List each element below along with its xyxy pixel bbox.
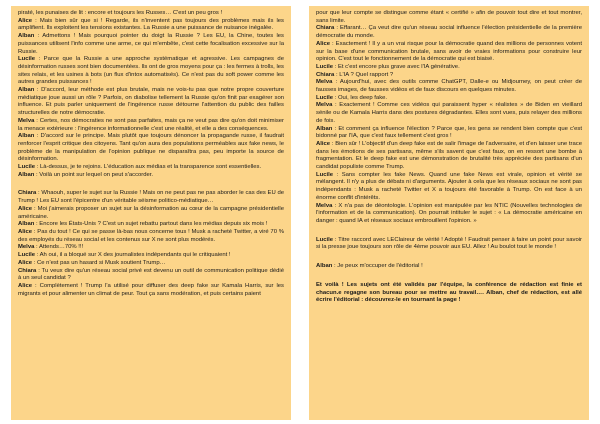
speaker-name: Lucile	[316, 236, 334, 243]
speaker-name: Chiara	[316, 71, 335, 78]
dialogue-line: Melva : Exactement ! Comme ces vidéos qui paraissent hyper « réalistes » de Biden en vieillard sénile ou de Kamala Harris dans des postures dégradantes. Elles sont vues, puis relayer des millions de fois.	[316, 102, 582, 124]
spacer	[18, 179, 284, 190]
dialogue-line: Alban : Je peux m'occuper de l'éditorial !	[316, 263, 423, 270]
dialogue-line: Alice : Pas du tout ! Ce qui se passe là-bas nous concerne tous ! Musk a racheté Twitter, a viré 70 % des employés du réseau social et les contenus sur X ne sont plus modérés.	[18, 228, 284, 243]
line-text: Exactement ! Comme ces vidéos qui paraissent hyper « réalistes » de Biden en vieillard sénile ou de Kamala Harris dans des postures dégradantes. Elles sont vues, puis relayer des millions de fois.	[316, 102, 582, 124]
dialogue-line	[316, 10, 582, 25]
dialogue-line: Melva : Attends…70% !!!	[18, 244, 84, 251]
line-text: Titre raccord avec LEClaireur de vérité ! Adopté ! Faudrait penser à faire un point pour savoir si la presse joue toujours son rôle de 4ème pouvoir aux EU. Allez ! Au boulot tout le monde !	[316, 236, 582, 251]
speaker-name: Alice	[316, 40, 331, 47]
dialogue-line: Alice : Mais bien sûr que si ! Regarde, ils n'inventent pas toujours des problèmes mais ils les amplifient. Ils exploitent les tensions existantes. La Russie a une puissance de nuisance inégalée.	[18, 17, 284, 32]
speaker-name: Alice	[18, 228, 33, 235]
dialogue-line: Alban : Admettons ! Mais pourquoi pointer du doigt la Russie ? Les EU, la Chine, toutes les puissances utilisent l'info comme une arme, ce qui m'embête, c'est cette focalisation excessive sur la Russie.	[18, 33, 284, 55]
line-text: Encore les États-Unis ? C'est un sujet rebattu partout dans les médias depuis six mois !	[39, 221, 268, 228]
speaker-name: Melva	[18, 244, 35, 251]
right-dialogue-block-3	[316, 263, 582, 271]
dialogue-line: Chiara : L'IA ? Quel rapport ?	[316, 71, 394, 78]
line-text: Complètement ! Trump l'a utilisé pour diffuser des deep fake sur Kamala Harris, sur les migrants et pour alimenter un climat de peur. Tout ça sans modération, et puis certains paient	[18, 282, 284, 297]
speaker-name: Alban	[18, 133, 35, 140]
dialogue-line: Chiara : Tu veux dire qu'un réseau social privé est devenu un outil de communication politique dédié à un seul candidat ?	[18, 267, 284, 282]
line-text: Voilà un point sur lequel on peut s'accorder.	[39, 171, 154, 178]
line-text: Ah oui, il a bloqué sur X des journalistes indépendants qui le critiquaient !	[39, 252, 231, 259]
dialogue-line: Alban : D'accord sur le principe. Mais plutôt que toujours dénoncer la propagande russe, il faudrait renforcer l'esprit critique des citoyens. Tant qu'on aura des populations perméables aux fake news, le problème de la manipulation de l'opinion publique ne disparaîtra pas, peu importe la source de désinformation.	[18, 133, 284, 163]
speaker-name: Lucile	[18, 164, 36, 171]
left-dialogue-block-1	[18, 10, 284, 179]
speaker-name: Lucile	[316, 94, 334, 101]
dialogue-line: Alice : Moi j'aimerais proposer un sujet sur la désinformation au cœur de la campagne présidentielle américaine.	[18, 205, 284, 220]
line-text: Parce que la Russie a une approche systématique et agressive. Les campagnes de désinformation russes sont bien documentées. Ils ont de gros moyens pour ça : les fermes à trolls, les sites relais, et les usines à bots (un flux d'intox automatisés). Ce n'est pas du soft power comme les autres grandes puissances !	[18, 56, 284, 86]
spacer	[316, 226, 582, 237]
line-text: Et comment ça influence l'élection ? Parce que, les gens se rendent bien compte que c'est bidonné par l'IA, que c'est faux tellement c'est gros !	[316, 125, 582, 140]
left-page	[11, 6, 291, 420]
dialogue-line: Lucile : Oui, les deep fake.	[316, 94, 388, 101]
dialogue-line: Alban : Et comment ça influence l'élection ? Parce que, les gens se rendent bien compte que c'est bidonné par l'IA, que c'est faux tellement c'est gros !	[316, 125, 582, 140]
speaker-name: Alban	[316, 125, 333, 132]
dialogue-line: Alice : Exactement ! Il y a un vrai risque pour la démocratie quand des millions de personnes votent sur la base d'une communication brutale, sans avoir de vraies informations pour construire leur opinion. C'est tout le fonctionnement de la démocratie qui est biaisé.	[316, 40, 582, 63]
line-text: piraté, les punaises de lit : encore et toujours les Russes… C'est un peu gros !	[18, 10, 223, 16]
spacer	[316, 271, 582, 282]
right-page	[309, 6, 589, 420]
line-text: Bien sûr ! L'objectif d'un deep fake est de salir l'image de l'adversaire, et d'en laisser une trace dans les émotions de ses partisans, même s'ils savent que c'est faux, on en ressort une bombe à fragmentation. Et le deep fake est une démonstration de brutalité très appréciée des partisans d'un candidat populiste comme Trump.	[316, 140, 582, 171]
line-text: Mais bien sûr que si ! Regarde, ils n'inventent pas toujours des problèmes mais ils les amplifient. Ils exploitent les tensions existantes. La Russie a une puissance de nuisance inégalée.	[18, 17, 284, 32]
dialogue-line: Alice : Complètement ! Trump l'a utilisé pour diffuser des deep fake sur Kamala Harris, sur les migrants et pour alimenter un climat de peur. Tout ça sans modération, et puis certains paient	[18, 282, 284, 297]
speaker-name: Melva	[316, 102, 333, 109]
speaker-name: Melva	[18, 117, 35, 124]
line-text: Whaouh, super le sujet sur la Russie ! Mais on ne peut pas ne pas aborder le cas des EU de Trump ! Les EU sont l'épicentre d'un véritable séisme politico-médiatique…	[18, 190, 284, 205]
dialogue-line: Lucile : Sans compter les fake News. Quand une fake News est virale, opinion et vérité se mélangent. Il n'y a plus de débats ni d'arguments. Ajouter à cela que les réseaux sociaux ne sont pas indépendants : Musk a racheté Twitter et X a toujours été favorable à Trump. On est face à un énorme conflit d'intérêts.	[316, 171, 582, 201]
left-dialogue-block-2	[18, 190, 284, 298]
dialogue-line: Lucile : Là-dessus, je te rejoins. L'éducation aux médias et la transparence sont essentielles.	[18, 164, 262, 171]
line-text: Ce n'est pas un hasard si Musk soutient Trump…	[37, 259, 166, 266]
line-text: Je peux m'occuper de l'éditorial !	[337, 263, 423, 270]
line-text: X n'a pas de déontologie. L'opinion est manipulée par les NTIC (Nouvelles technologies de l'information et de la communication). On pourrait intituler le sujet : « La démocratie américaine en danger : quand IA et réseaux sociaux embrouillent l'opinion. »	[316, 202, 582, 224]
speaker-name: Alban	[18, 221, 35, 228]
speaker-name: Alban	[316, 263, 333, 270]
line-text: Oui, les deep fake.	[337, 94, 388, 101]
speaker-name: Alice	[18, 259, 33, 266]
speaker-name: Lucile	[18, 56, 36, 63]
dialogue-line: Lucile : Et c'est encore plus grave avec l'IA générative.	[316, 63, 460, 70]
speaker-name: Melva	[316, 202, 333, 209]
dialogue-line: Alice : Bien sûr ! L'objectif d'un deep fake est de salir l'image de l'adversaire, et d'en laisser une trace dans les émotions de ses partisans, même s'ils savent que c'est faux, on en ressort une bombe à fragmentation. Et le deep fake est une démonstration de brutalité très appréciée des partisans d'un candidat populiste comme Trump.	[316, 140, 582, 171]
line-text: Attends…70% !!!	[38, 244, 84, 251]
speaker-name: Alice	[18, 205, 33, 212]
line-text: Admettons ! Mais pourquoi pointer du doigt la Russie ? Les EU, la Chine, toutes les puissances utilisent l'info comme une arme, ce qui m'embête, c'est cette focalisation excessive sur la Russie.	[18, 33, 284, 55]
dialogue-line: Chiara : Whaouh, super le sujet sur la Russie ! Mais on ne peut pas ne pas aborder le cas des EU de Trump ! Les EU sont l'épicentre d'un véritable séisme politico-médiatique…	[18, 190, 284, 205]
dialogue-line: Alban : Voilà un point sur lequel on peut s'accorder.	[18, 171, 154, 178]
dialogue-line: Melva : X n'a pas de déontologie. L'opinion est manipulée par les NTIC (Nouvelles technologies de l'information et de la communication). On pourrait intituler le sujet : « La démocratie américaine en danger : quand IA et réseaux sociaux embrouillent l'opinion. »	[316, 202, 582, 224]
line-text: Exactement ! Il y a un vrai risque pour la démocratie quand des millions de personnes votent sur la base d'une communication brutale, sans avoir de vraies informations pour construire leur opinion. C'est tout le fonctionnement de la démocratie qui est biaisé.	[316, 40, 582, 63]
line-text: Aujourd'hui, avec des outils comme ChatGPT, Dalle-e ou Midjourney, on peut créer de fausses images, de fausses vidéos et de faux discours en quelques minutes.	[316, 79, 582, 94]
dialogue-line: Lucile : Ah oui, il a bloqué sur X des journalistes indépendants qui le critiquaient !	[18, 252, 231, 259]
dialogue-line: Lucile : Parce que la Russie a une approche systématique et agressive. Les campagnes de désinformation russes sont bien documentées. Ils ont de gros moyens pour ça : les fermes à trolls, les sites relais, et les usines à bots (un flux d'intox automatisés). Ce n'est pas du soft power comme les autres grandes puissances !	[18, 56, 284, 86]
line-text: Pas du tout ! Ce qui se passe là-bas nous concerne tous ! Musk a racheté Twitter, a viré 70 % des employés du réseau social et les contenus sur X ne sont plus modérés.	[18, 228, 284, 243]
line-text: D'accord, leur méthode est plus brutale, mais ne vois-tu pas que notre propre couverture médiatique joue aussi un rôle ? Parfois, on diabolise tellement la Russie qu'on finit par exagérer son influence. Et puis parler uniquement de l'ingérence russe détourne l'attention du public des failles structurelles de notre démocratie.	[18, 87, 284, 117]
right-dialogue-block-2	[316, 237, 582, 252]
speaker-name: Chiara	[18, 190, 37, 197]
speaker-name: Alice	[18, 282, 33, 289]
line-text: Là-dessus, je te rejoins. L'éducation aux médias et la transparence sont essentielles.	[39, 164, 262, 171]
dialogue-line: Alice : Ce n'est pas un hasard si Musk soutient Trump…	[18, 259, 166, 266]
line-text: pour que leur compte se distingue comme étant « certifié » afin de pouvoir tout dire et tout montrer, sans limite.	[316, 10, 582, 24]
line-text: L'IA ? Quel rapport ?	[339, 71, 394, 78]
dialogue-line: Melva : Aujourd'hui, avec des outils comme ChatGPT, Dalle-e ou Midjourney, on peut créer de fausses images, de fausses vidéos et de faux discours en quelques minutes.	[316, 79, 582, 94]
speaker-name: Chiara	[316, 25, 335, 32]
dialogue-line	[18, 10, 284, 18]
speaker-name: Lucile	[316, 63, 334, 70]
dialogue-line: Lucile : Titre raccord avec LEClaireur de vérité ! Adopté ! Faudrait penser à faire un point pour savoir si la presse joue toujours son rôle de 4ème pouvoir aux EU. Allez ! Au boulot tout le monde !	[316, 236, 582, 251]
speaker-name: Lucile	[316, 171, 334, 178]
speaker-name: Alice	[316, 140, 331, 147]
line-text: Moi j'aimerais proposer un sujet sur la désinformation au cœur de la campagne présidentielle américaine.	[18, 205, 284, 220]
line-text: Sans compter les fake News. Quand une fake News est virale, opinion et vérité se mélangent. Il n'y a plus de débats ni d'arguments. Ajouter à cela que les réseaux sociaux ne sont pas indépendants : Musk a racheté Twitter et X a toujours été favorable à Trump. On est face à un énorme conflit d'intérêts.	[316, 171, 582, 201]
speaker-name: Alban	[18, 171, 35, 178]
line-text: Certes, nos démocraties ne sont pas parfaites, mais ça ne veut pas dire qu'on doit minimiser la menace extérieure : l'ingérence informationnelle c'est une réalité, et elle a des conséquences.	[18, 117, 284, 132]
line-text: Et c'est encore plus grave avec l'IA générative.	[337, 63, 460, 70]
line-text: Tu veux dire qu'un réseau social privé est devenu un outil de communication politique dédié à un seul candidat ?	[18, 267, 284, 282]
dialogue-line: Alban : D'accord, leur méthode est plus brutale, mais ne vois-tu pas que notre propre couverture médiatique joue aussi un rôle ? Parfois, on diabolise tellement la Russie qu'on finit par exagérer son influence. Et puis parler uniquement de l'ingérence russe détourne l'attention du public des failles structurelles de notre démocratie.	[18, 87, 284, 117]
line-text: Effarant… Ça veut dire qu'un réseau social influence l'élection présidentielle de la première démocratie du monde.	[316, 25, 582, 40]
right-dialogue-block-1	[316, 10, 582, 226]
line-text: D'accord sur le principe. Mais plutôt que toujours dénoncer la propagande russe, il faudrait renforcer l'esprit critique des citoyens. Tant qu'on aura des populations perméables aux fake news, le problème de la manipulation de l'opinion publique ne disparaîtra pas, peu importe la source de désinformation.	[18, 133, 284, 163]
speaker-name: Alban	[18, 87, 35, 94]
dialogue-line: Melva : Certes, nos démocraties ne sont pas parfaites, mais ça ne veut pas dire qu'on doit minimiser la menace extérieure : l'ingérence informationnelle c'est une réalité, et elle a des conséquences.	[18, 117, 284, 132]
speaker-name: Chiara	[18, 267, 37, 274]
final-note: Et voilà ! Les sujets ont été validés par l'équipe, la conférence de rédaction est finie et chacun.e regagne son bureau pour se mettre au travail…. Alban, chef de rédaction, est allé écrire l'éditorial : découvrez-le en tournant la page !	[316, 281, 582, 304]
dialogue-line: Chiara : Effarant… Ça veut dire qu'un réseau social influence l'élection présidentielle de la première démocratie du monde.	[316, 25, 582, 40]
speaker-name: Melva	[316, 79, 333, 86]
speaker-name: Alban	[18, 33, 35, 40]
spacer	[316, 252, 582, 263]
dialogue-line: Alban : Encore les États-Unis ? C'est un sujet rebattu partout dans les médias depuis six mois !	[18, 221, 268, 228]
speaker-name: Lucile	[18, 252, 36, 259]
speaker-name: Alice	[18, 17, 33, 24]
